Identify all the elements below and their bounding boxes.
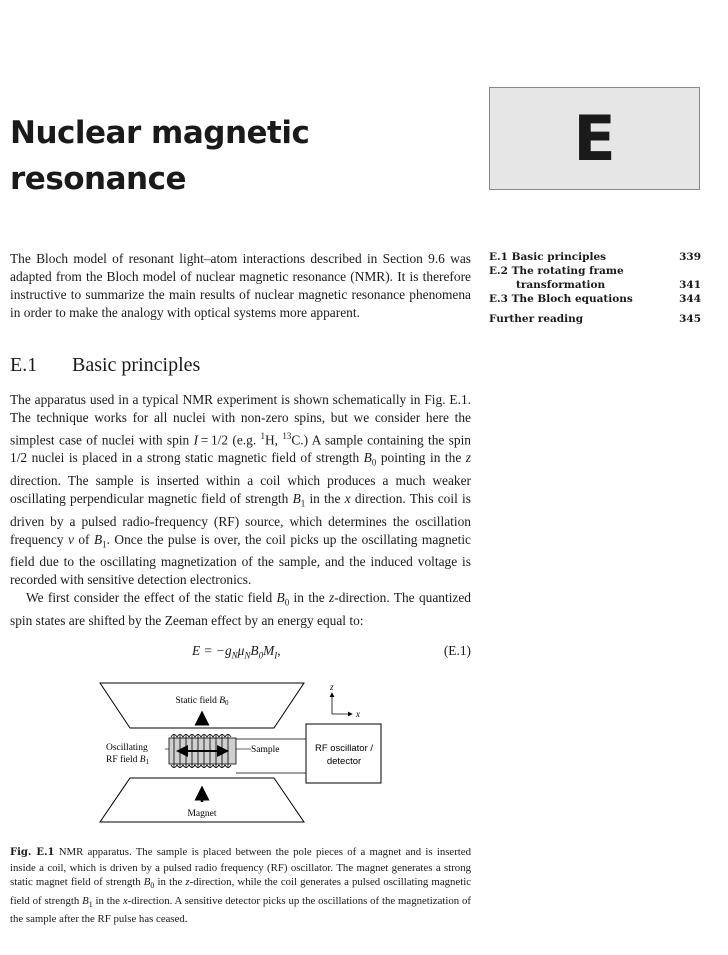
toc-entry-e2[interactable]	[489, 264, 701, 278]
toc-label: E.3 The Bloch equations	[489, 293, 633, 305]
toc-entry-further-reading[interactable]	[489, 312, 701, 326]
table-of-contents	[489, 250, 701, 326]
toc-page: 341	[679, 279, 701, 291]
magnet-label: Magnet	[187, 809, 217, 819]
section-number: E.1	[10, 354, 38, 376]
x-axis-label: x	[356, 709, 360, 719]
chapter-title-line1: Nuclear magnetic	[10, 115, 310, 151]
static-field-label: Static field $B_0$	[175, 696, 229, 707]
chapter-title-line2: resonance	[10, 161, 187, 197]
detector-label: detector	[326, 756, 362, 767]
rf-oscillator-label: RF oscillator /	[314, 743, 374, 754]
caption-label: Fig. E.1	[10, 847, 55, 858]
section-title: Basic principles	[72, 354, 201, 376]
toc-label: Further reading	[489, 313, 584, 325]
oscillating-label: Oscillating	[106, 743, 148, 753]
sample-label: Sample	[251, 745, 280, 755]
equation-e1	[10, 643, 471, 663]
section-body	[10, 391, 471, 630]
z-axis-label: z	[330, 682, 334, 692]
toc-label-cont: transformation	[516, 279, 606, 291]
figure-caption	[10, 845, 471, 927]
intro-paragraph: The Bloch model of resonant light–atom interactions described in Section 9.6 was adapted from the Bloch model of nuclear magnetic resonance (NMR). It is therefore instructive to summarize the main results of nuclear magnetic resonance phenomena in order to make the analogy with optical systems more apparent.	[10, 251, 471, 320]
section-heading	[10, 352, 200, 378]
equation-number: (E.1)	[443, 643, 471, 658]
toc-entry-e1[interactable]	[489, 250, 701, 264]
chapter-title	[10, 110, 309, 202]
chapter-letter-box	[489, 87, 700, 190]
toc-entry-e3[interactable]	[489, 292, 701, 306]
equation-expression: $E = -g_N\mu_NB_0M_I$,	[192, 643, 281, 661]
rf-field-label: RF field $B_1$	[106, 755, 150, 766]
toc-label: E.1 Basic principles	[489, 251, 607, 263]
caption-text: NMR apparatus. The sample is placed between the pole pieces of a magnet and is inserted inside a coil, which is driven by a pulsed radio frequency (RF) oscillator. The magnet generates a strong static magnet field of strength $B_0$ in the z-direction, while the coil generates a pulsed oscillating magnetic field of strength $B_1$ in the x-direction. A sensitive detector picks up the oscillations of the magnetization of the sample after the RF pulse has ceased.	[10, 846, 472, 926]
nmr-apparatus-figure	[96, 680, 396, 830]
body-paragraph-2: We first consider the effect of the static field $B_0$ in the z-direction. The quantized spin states are shifted by the Zeeman effect by an energy equal to:	[10, 590, 471, 629]
toc-label: E.2 The rotating frame	[489, 265, 624, 277]
toc-page: 345	[679, 313, 701, 325]
body-paragraph-1: The apparatus used in a typical NMR experiment is shown schematically in Fig. E.1. The technique works for all nuclei with non-zero spins, but we consider here the simplest case of nuclei with spin I = 1/2 (e.g. $^1$H, $^{13}$C.) A sample containing the spin 1/2 nuclei is placed in a strong static magnetic field of strength $B_0$ pointing in the z direction. The sample is inserted within a coil which produces a much weaker oscillating perpendicular magnetic field of strength $B_1$ in the x direction. This coil is driven by a pulsed radio-frequency (RF) source, which determines the oscillation frequency ν of $B_1$. Once the pulse is over, the coil picks up the oscillating magnetic field due to the oscillating magnetization of the sample, and the induced voltage is recorded with sensitive detection electronics.	[10, 392, 471, 588]
toc-entry-e2-cont[interactable]	[489, 278, 701, 292]
toc-page: 339	[679, 251, 701, 263]
toc-page: 344	[679, 293, 701, 305]
chapter-letter: E	[573, 101, 616, 175]
